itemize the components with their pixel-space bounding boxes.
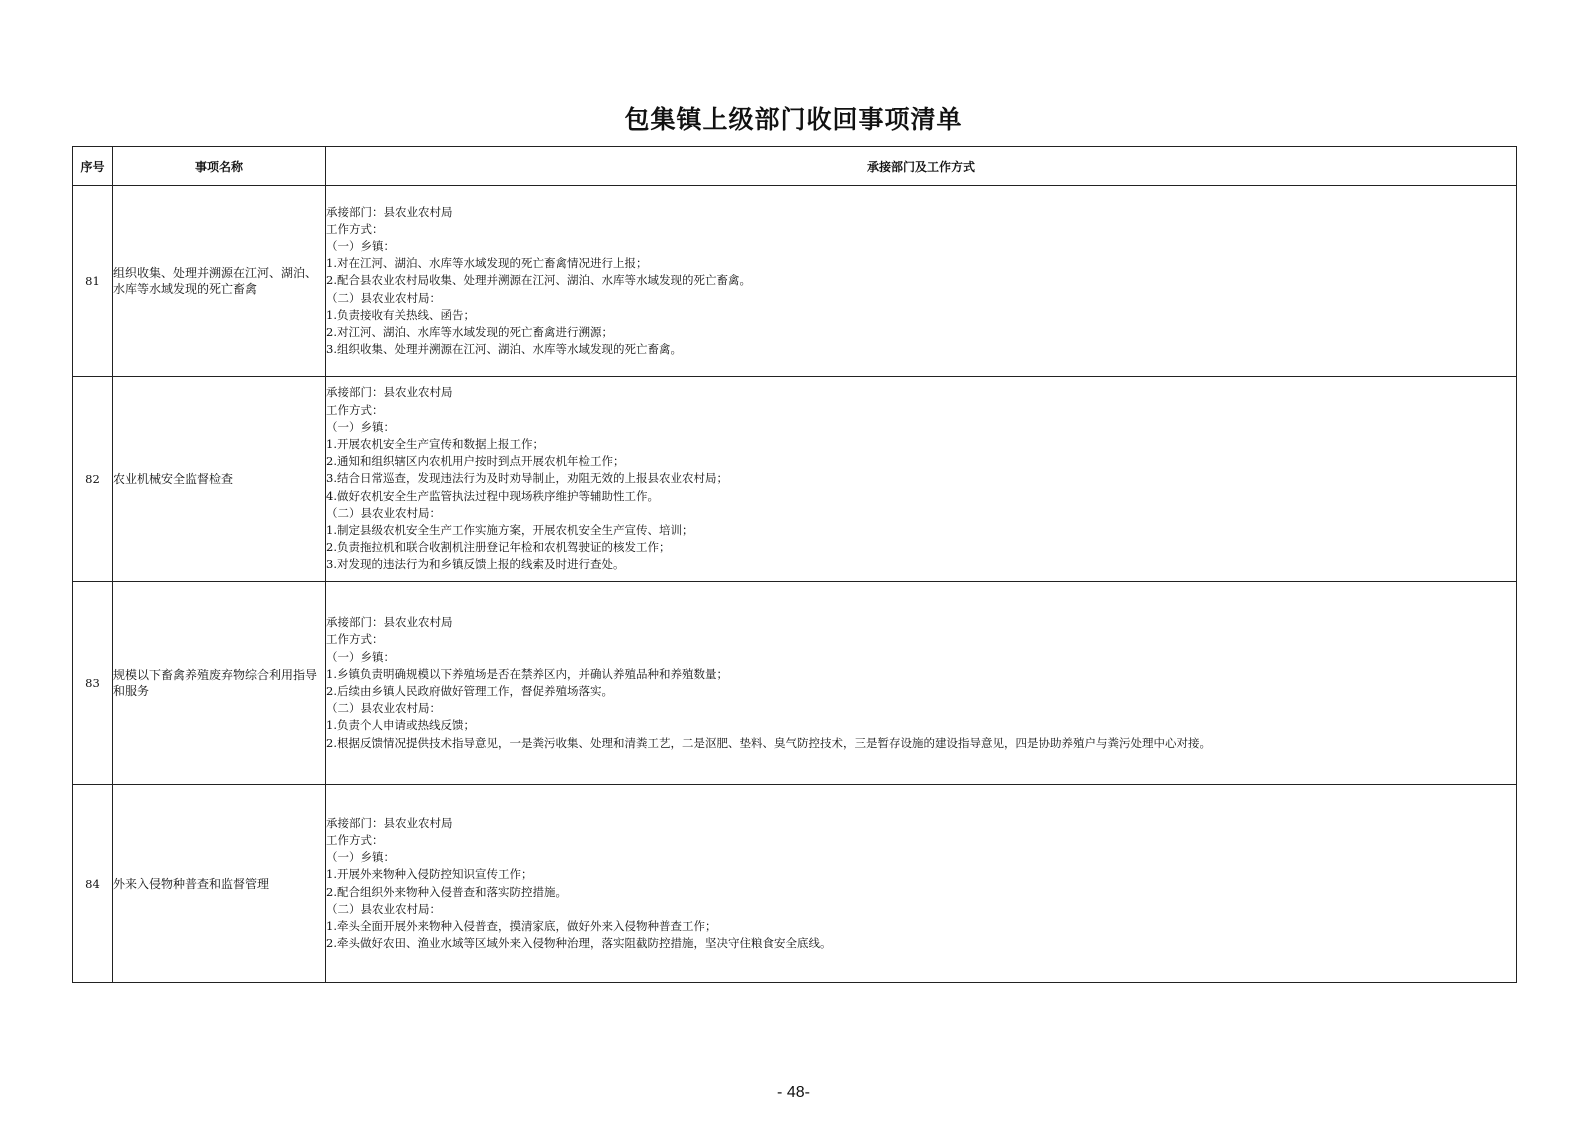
detail-line: 工作方式：: [326, 832, 384, 847]
detail-line: 工作方式：: [326, 632, 384, 647]
detail-line: （一）乡镇：: [326, 419, 395, 434]
row-name: 外来入侵物种普查和监督管理: [113, 785, 326, 983]
row-detail: [326, 186, 1517, 377]
row-detail: [326, 377, 1517, 582]
detail-line: 3.对发现的违法行为和乡镇反馈上报的线索及时进行查处。: [326, 557, 625, 572]
detail-line: 2.根据反馈情况提供技术指导意见，一是粪污收集、处理和清粪工艺，二是沤肥、垫料、臭气防控技术，三是暂存设施的建设指导意见，四是协助养殖户与粪污处理中心对接。: [326, 735, 1211, 750]
detail-line: 4.做好农机安全生产监管执法过程中现场秩序维护等辅助性工作。: [326, 488, 659, 503]
header-name: 事项名称: [113, 147, 326, 186]
page-title: 包集镇上级部门收回事项清单: [624, 105, 963, 134]
detail-line: 1.负责个人申请或热线反馈；: [326, 718, 475, 733]
detail-line: 工作方式：: [326, 402, 384, 417]
row-seq: 82: [73, 377, 113, 582]
header-method: 承接部门及工作方式: [326, 147, 1517, 186]
header-seq: 序号: [73, 147, 113, 186]
row-detail: [326, 582, 1517, 785]
detail-line: 1.负责接收有关热线、函告；: [326, 307, 475, 322]
detail-line: 工作方式：: [326, 221, 384, 236]
detail-line: （一）乡镇：: [326, 238, 395, 253]
detail-line: 2.配合组织外来物种入侵普查和落实防控措施。: [326, 884, 567, 899]
table-row: [73, 186, 1517, 377]
detail-line: （二）县农业农村局：: [326, 505, 441, 520]
table-header-row: [73, 147, 1517, 186]
detail-line: （二）县农业农村局：: [326, 901, 441, 916]
detail-line: （一）乡镇：: [326, 850, 395, 865]
detail-line: 承接部门：县农业农村局: [326, 385, 453, 400]
detail-line: 1.制定县级农机安全生产工作实施方案，开展农机安全生产宣传、培训；: [326, 523, 694, 537]
row-detail: [326, 785, 1517, 983]
detail-line: 1.对在江河、湖泊、水库等水域发现的死亡畜禽情况进行上报；: [326, 256, 648, 271]
detail-line: 2.对江河、湖泊、水库等水域发现的死亡畜禽进行溯源；: [326, 325, 613, 339]
detail-line: 3.结合日常巡查，发现违法行为及时劝导制止，劝阻无效的上报县农业农村局；: [326, 471, 728, 486]
table-row: [73, 785, 1517, 983]
detail-line: （一）乡镇：: [326, 649, 395, 664]
matters-table: [72, 146, 1517, 983]
row-seq: 84: [73, 785, 113, 983]
table-row: [73, 377, 1517, 582]
table-row: [73, 582, 1517, 785]
detail-line: 1.乡镇负责明确规模以下养殖场是否在禁养区内，并确认养殖品种和养殖数量；: [326, 666, 728, 681]
page-number: - 48-: [777, 1084, 810, 1101]
detail-line: 1.开展外来物种入侵防控知识宣传工作；: [326, 867, 533, 882]
row-seq: 81: [73, 186, 113, 377]
row-name: 农业机械安全监督检查: [113, 377, 326, 582]
detail-line: 3.组织收集、处理并溯源在江河、湖泊、水库等水域发现的死亡畜禽。: [326, 342, 682, 357]
detail-line: （二）县农业农村局：: [326, 701, 441, 716]
detail-line: 2.牵头做好农田、渔业水域等区域外来入侵物种治理，落实阻截防控措施，坚决守住粮食安全底线。: [326, 936, 832, 951]
detail-line: 2.通知和组织辖区内农机用户按时到点开展农机年检工作；: [326, 454, 625, 469]
detail-line: （二）县农业农村局：: [326, 290, 441, 305]
row-name: 组织收集、处理并溯源在江河、湖泊、水库等水域发现的死亡畜禽: [113, 186, 326, 377]
row-name: 规模以下畜禽养殖废弃物综合利用指导和服务: [113, 582, 326, 785]
detail-line: 1.开展农机安全生产宣传和数据上报工作；: [326, 436, 544, 451]
detail-line: 承接部门：县农业农村局: [326, 815, 453, 830]
detail-line: 2.后续由乡镇人民政府做好管理工作，督促养殖场落实。: [326, 684, 613, 698]
detail-line: 承接部门：县农业农村局: [326, 615, 453, 630]
detail-line: 1.牵头全面开展外来物种入侵普查，摸清家底，做好外来入侵物种普查工作；: [326, 918, 717, 933]
detail-line: 2.负责拖拉机和联合收割机注册登记年检和农机驾驶证的核发工作；: [326, 540, 671, 555]
detail-line: 承接部门：县农业农村局: [326, 204, 453, 219]
detail-line: 2.配合县农业农村局收集、处理并溯源在江河、湖泊、水库等水域发现的死亡畜禽。: [326, 273, 751, 288]
row-seq: 83: [73, 582, 113, 785]
